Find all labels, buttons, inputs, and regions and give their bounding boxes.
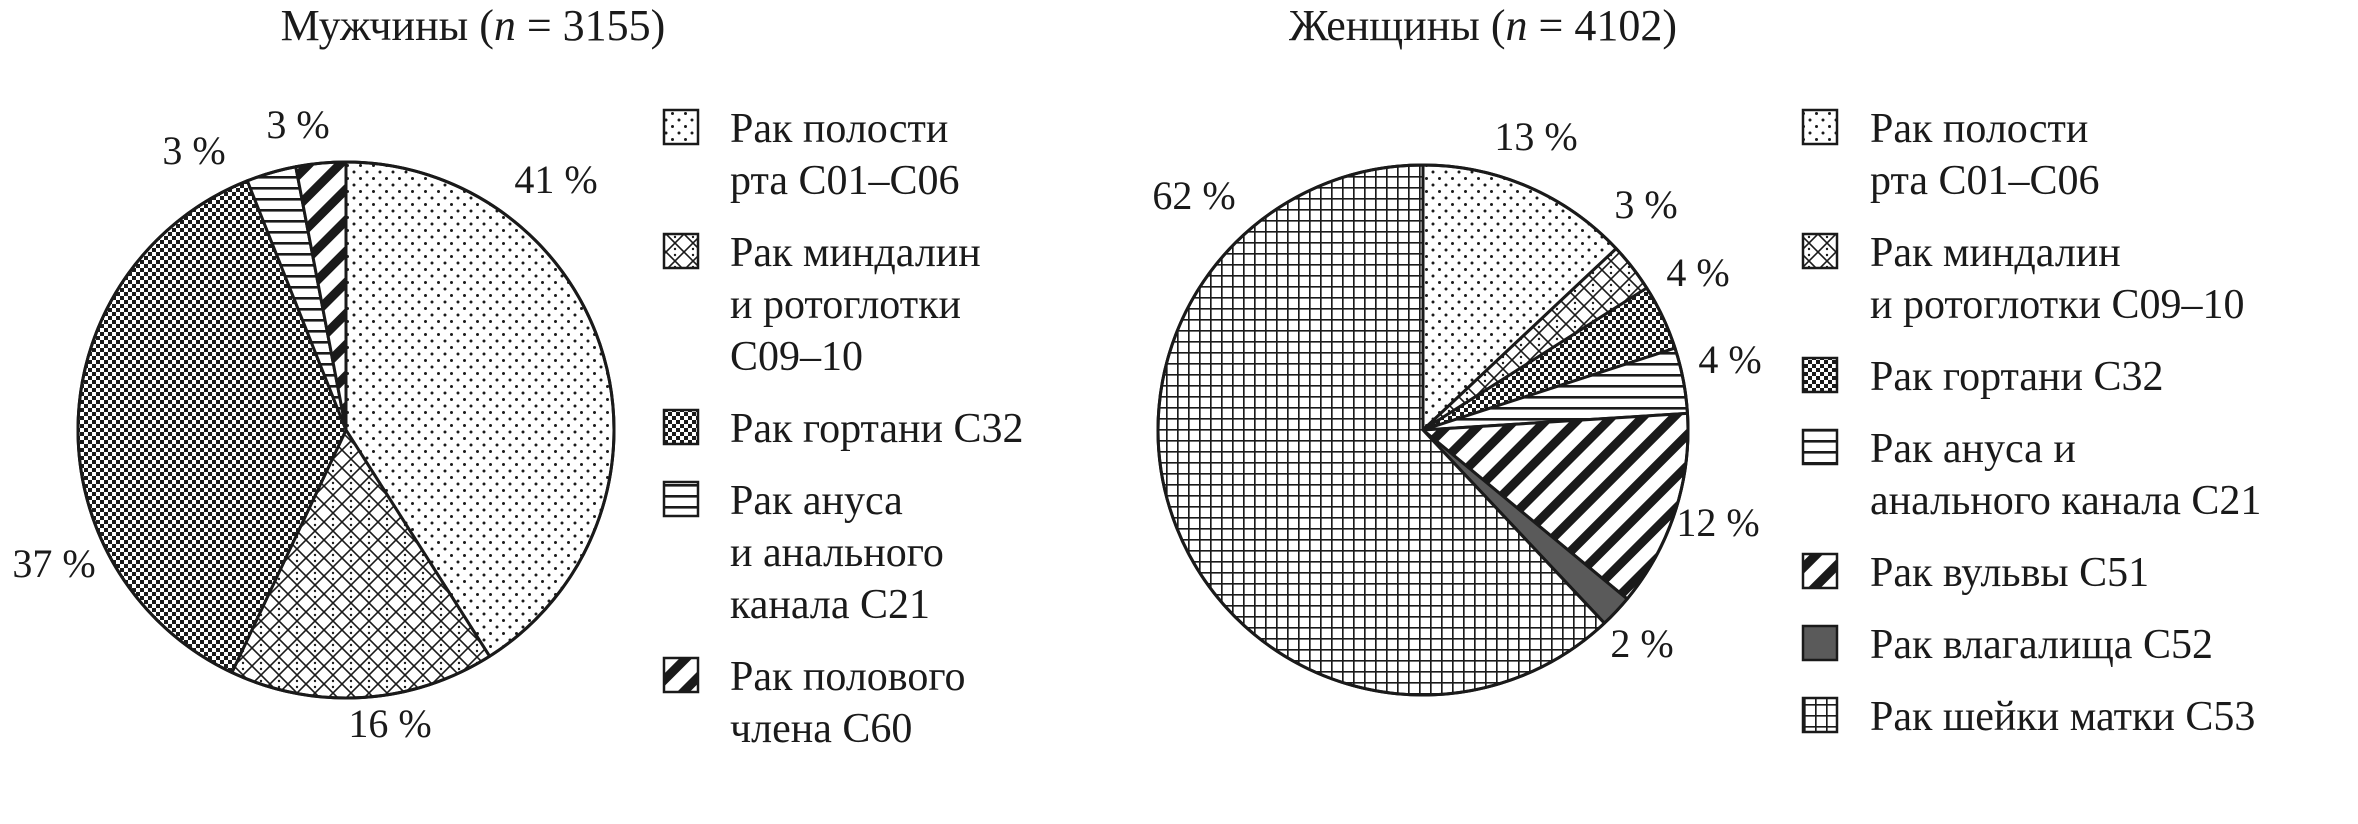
chart-title-men: Мужчины (n = 3155) xyxy=(280,1,666,50)
chart-women xyxy=(1152,1,2261,740)
legend-swatch xyxy=(1803,358,1837,392)
legend-item xyxy=(1803,622,2213,668)
legend-label: Рак влагалища С52 xyxy=(1870,622,2213,668)
slice-value-label: 4 % xyxy=(1698,337,1762,382)
slice-value-label: 4 % xyxy=(1666,250,1730,295)
slice-value-label: 2 % xyxy=(1610,621,1674,666)
legend-item xyxy=(1803,230,2244,328)
pie-women xyxy=(1152,114,1761,695)
slice-value-label: 16 % xyxy=(348,701,432,746)
legend-item xyxy=(664,106,959,204)
legend-label: Рак миндалин xyxy=(1870,230,2121,276)
legend-label: Рак полости xyxy=(1870,106,2089,152)
legend-label: С09–10 xyxy=(730,334,864,380)
legend-swatch xyxy=(1803,110,1837,144)
legend-item xyxy=(1803,426,2261,524)
legend-item xyxy=(664,654,966,752)
pie-men xyxy=(12,102,614,746)
legend-label: Рак гортани С32 xyxy=(730,406,1024,452)
legend-label: члена С60 xyxy=(730,706,913,752)
slice-value-label: 12 % xyxy=(1676,500,1760,545)
legend-label: и ротоглотки xyxy=(730,282,961,328)
legend-label: Рак вульвы С51 xyxy=(1870,550,2150,596)
legend-label: Рак миндалин xyxy=(730,230,981,276)
legend-label: Рак шейки матки С53 xyxy=(1870,694,2256,740)
legend-label: анального канала С21 xyxy=(1870,478,2262,524)
legend-label: рта С01–С06 xyxy=(1870,158,2100,204)
legend-women xyxy=(1803,106,2261,740)
legend-label: Рак гортани С32 xyxy=(1870,354,2164,400)
legend-swatch xyxy=(1803,234,1837,268)
slice-value-label: 37 % xyxy=(12,541,96,586)
legend-label: канала С21 xyxy=(730,582,931,628)
slice-value-label: 3 % xyxy=(162,128,226,173)
slice-value-label: 41 % xyxy=(514,157,598,202)
slice-value-label: 62 % xyxy=(1152,173,1236,218)
slice-value-label: 3 % xyxy=(266,102,330,147)
legend-swatch xyxy=(1803,698,1837,732)
legend-item xyxy=(1803,354,2164,400)
legend-swatch xyxy=(664,410,698,444)
legend-item xyxy=(664,230,981,380)
legend-swatch xyxy=(664,482,698,516)
legend-label: Рак полового xyxy=(730,654,966,700)
legend-label: рта С01–С06 xyxy=(730,158,960,204)
legend-item xyxy=(1803,106,2099,204)
legend-swatch xyxy=(664,658,698,692)
legend-label: Рак полости xyxy=(730,106,949,152)
legend-label: Рак ануса xyxy=(730,478,903,524)
legend-label: и ротоглотки С09–10 xyxy=(1870,282,2245,328)
legend-swatch xyxy=(664,110,698,144)
legend-swatch xyxy=(664,234,698,268)
legend-item xyxy=(664,406,1024,452)
legend-item xyxy=(1803,550,2149,596)
slice-value-label: 13 % xyxy=(1494,114,1578,159)
chart-men xyxy=(12,1,1023,752)
slice-value-label: 3 % xyxy=(1614,182,1678,227)
chart-title-women: Женщины (n = 4102) xyxy=(1289,1,1677,50)
legend-swatch xyxy=(1803,554,1837,588)
legend-label: Рак ануса и xyxy=(1870,426,2076,472)
legend-swatch xyxy=(1803,626,1837,660)
legend-item xyxy=(664,478,944,628)
legend-men xyxy=(664,106,1024,752)
legend-swatch xyxy=(1803,430,1837,464)
legend-label: и анального xyxy=(730,530,944,576)
legend-item xyxy=(1803,694,2255,740)
